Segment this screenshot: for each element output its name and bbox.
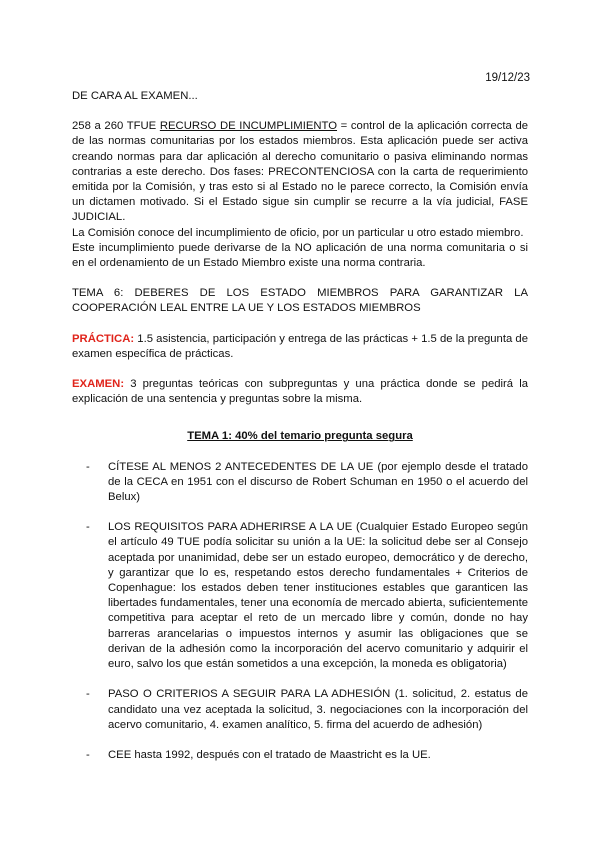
list-item-text: CÍTESE AL MENOS 2 ANTECEDENTES DE LA UE (por ejemplo desde el tratado de la CECA en 1951 con el discurso de Robert Schuman en 1950 o el acuerdo del Belux) — [108, 460, 528, 504]
practica-label: PRÁCTICA: — [72, 332, 135, 345]
list-item-text: LOS REQUISITOS PARA ADHERIRSE A LA UE (Cualquier Estado Europeo según el artículo 49 TUE podía solicitar su unión a la UE: la solicitud debe ser al Consejo aceptada por unanimidad, debe ser un estado europeo, democrático y de derecho, y garantizar que lo es, respetando estos derecho fundamentales + Criterios de Copenhague: los estados deben tener instituciones estables que garanticen las libertades fundamentales, tener una economía de mercado abierta, suficientemente competitiva para aceptar el reto de un mercado libre y común, donde no hay barreras arancelarias o impuestos internos y asumir las obligaciones que se derivan de la adhesión como la incorporación del acervo comunitario y adquirir el euro, salvo los que están sometidos a una excepción, la moneda es obligatoria) — [108, 521, 528, 671]
list-item — [72, 748, 528, 763]
recurso-paragraph — [72, 119, 528, 225]
list-item — [72, 520, 528, 672]
examen-label: EXAMEN: — [72, 378, 125, 391]
comision-paragraph: La Comisión conoce del incumplimiento de oficio, por un particular u otro estado miembro. — [72, 226, 524, 239]
dash-marker: - — [86, 748, 90, 761]
tema1-title: TEMA 1: 40% del temario pregunta segura — [187, 430, 413, 443]
heading: DE CARA AL EXAMEN... — [72, 90, 198, 102]
dash-marker: - — [86, 460, 90, 473]
document-date: 19/12/23 — [485, 72, 530, 84]
tema6-heading: TEMA 6: DEBERES DE LOS ESTADO MIEMBROS PARA GARANTIZAR LA COOPERACIÓN LEAL ENTRE LA UE Y LOS ESTADOS MIEMBROS — [72, 287, 528, 315]
practica-text: 1.5 asistencia, participación y entrega de las prácticas + 1.5 de la pregunta de examen específica de prácticas. — [72, 332, 528, 360]
recurso-section — [72, 119, 528, 271]
examen-text: 3 preguntas teóricas con subpreguntas y una práctica donde se pedirá la explicación de una sentencia y preguntas sobre la misma. — [72, 378, 528, 406]
list-item — [72, 687, 528, 733]
dash-marker: - — [86, 521, 90, 534]
incumplimiento-paragraph: Este incumplimiento puede derivarse de la NO aplicación de una norma comunitaria o si en el ordenamiento de un Estado Miembro existe una norma contraria. — [72, 241, 528, 270]
recurso-text: = control de la aplicación correcta de de las normas comunitarias por los estados miembros. Esta aplicación puede ser activa creando normas para dar aplicación al derecho comunitario o pasiva eliminando normas contrarias a este derecho. Dos fases: PRECONTENCIOSA con la carta de requerimiento emitida por la Comisión, y tras esto si al Estado no le parece correcto, la Comisión envía un dictamen motivado. Si el Estado sigue sin cumplir se recurre a la vía judicial, FASE JUDICIAL. — [72, 120, 529, 224]
list-item-text: PASO O CRITERIOS A SEGUIR PARA LA ADHESIÓN (1. solicitud, 2. estatus de candidato una vez aceptada la solicitud, 3. negociaciones con la incorporación del acervo comunitario, 4. examen analítico, 5. firma del acuerdo de adhesión) — [108, 688, 528, 731]
list-item — [72, 460, 528, 506]
list-item-text: CEE hasta 1992, después con el tratado de Maastricht es la UE. — [108, 748, 431, 761]
practica-paragraph — [72, 332, 528, 362]
examen-paragraph — [72, 377, 528, 407]
dash-marker: - — [86, 688, 90, 701]
recurso-title: RECURSO DE INCUMPLIMIENTO — [159, 120, 338, 133]
document-body — [72, 89, 528, 763]
tema1-list — [72, 460, 528, 763]
recurso-intro: 258 a 260 TFUE — [72, 120, 160, 133]
